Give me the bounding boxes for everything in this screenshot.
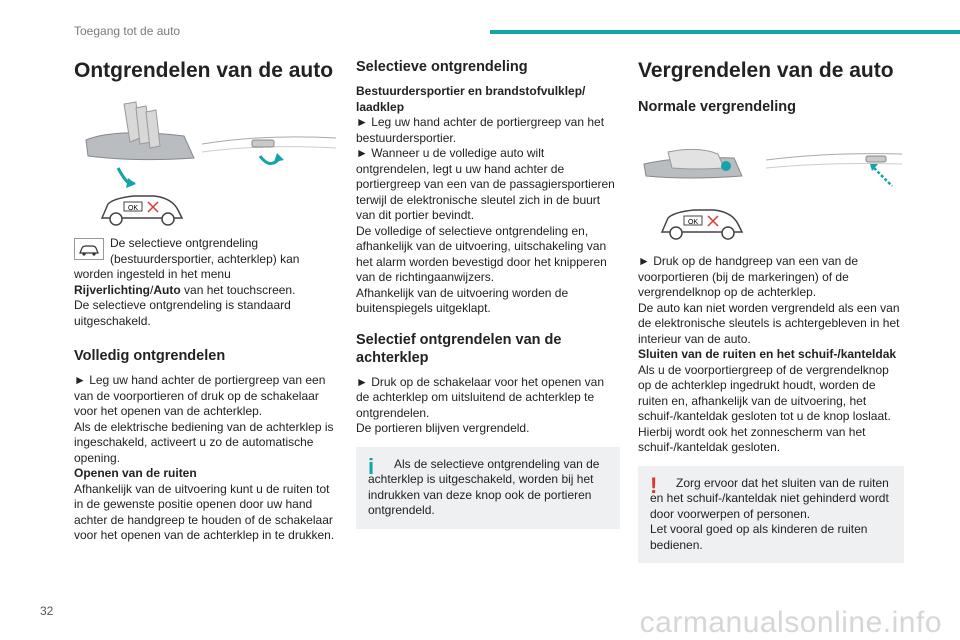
page-number: 32 (40, 604, 54, 618)
subheading-close-windows: Sluiten van de ruiten en het schuif-/kanteldak (638, 347, 897, 361)
car-badge-ok-lock: OK (687, 219, 699, 226)
warning-icon: ! (650, 472, 658, 498)
column-unlock: Ontgrendelen van de auto OK De selectieve ontgrendeling (bestuurdersportier, achterklep) kan worden ingesteld in het menu Rijverlichting/Auto van het touchscreen. De selectieve ontgrendeling is standaard uitgeschakeld. Volledig ontgrendelen ► Leg uw hand achter de portiergreep van een van de voorportieren of druk op de schakelaar voor het openen van de achterklep. Als de elektrische bediening van de achterklep is ingeschakeld, activeert u zo de automatische opening. Openen van de ruiten Afhankelijk van de uitvoering kunt u de ruiten tot in de gewenste positie openen door uw hand achter de handgreep te houden of de schakelaar voor het openen van de achterklep in te drukken. (74, 52, 338, 544)
column-lock: Vergrendelen van de auto Normale vergrendeling OK ► Druk op de handgreep van een van de voorportieren (bij de markeringen) of de vergrendelknop op de achterklep. De auto kan niet worden vergrendeld als een van de elektronische sleutels is achtergebleven in het interieur van de auto. Sluiten van de ruiten en het schuif-/kanteldak Als u de voorportiergreep of de vergrendelknop op de achterklep ingedrukt houdt, worden de ruiten en, afhankelijk van de uitvoering, het schuif-/kanteldak gesloten tot u de knop loslaat. Hierbij wordt ook het zonnescherm van het schuif-/kanteldak gesloten. ! Zorg ervoor dat het sluiten van de ruiten en het schuif-/kanteldak niet gehinderd wordt door voorwerpen of personen. Let vooral goed op als kinderen de ruiten bedienen. (638, 52, 904, 563)
car-badge-ok: OK (127, 205, 139, 212)
header-accent-bar (490, 30, 960, 34)
heading-normal-lock: Normale vergrendeling (638, 99, 796, 115)
info-box: i Als de selectieve ontgrendeling van de achterklep is uitgeschakeld, worden bij het indrukken van deze knop ook de portieren ontgrendeld. (356, 447, 620, 529)
selective-unlock-note: De selectieve ontgrendeling (bestuurdersportier, achterklep) kan worden ingesteld in het menu Rijverlichting/Auto van het touchscreen. De selectieve ontgrendeling is standaard uitgeschakeld. (74, 236, 300, 328)
subheading-windows: Openen van de ruiten (74, 466, 197, 480)
warning-box: ! Zorg ervoor dat het sluiten van de ruiten en het schuif-/kanteldak niet gehinderd wordt door voorwerpen of personen. Let vooral goed op als kinderen de ruiten bedienen. (638, 466, 904, 564)
heading-selective-unlock: Selectieve ontgrendeling (356, 59, 528, 75)
car-icon (74, 238, 104, 260)
section-title-lock: Vergrendelen van de auto (638, 59, 894, 82)
menu-ref-auto: Auto (153, 282, 181, 297)
column-selective: Selectieve ontgrendeling Bestuurdersportier en brandstofvulklep/ laadklep ► Leg uw hand achter de portiergreep van het bestuurdersportier. ► Wanneer u de volledige auto wilt ontgrendelen, legt u uw hand achter de portiergreep van een van de passagiersportieren terwijl de elektronische sleutel zich in de buurt van dit portier bevindt. De volledige of selectieve ontgrendeling en, afhankelijk van de uitvoering, uitschakeling van het alarm worden bevestigd door het knipperen van de richtingaanwijzers. Afhankelijk van de uitvoering worden de buitenspiegels uitgeklapt. Selectief ontgrendelen van de achterklep ► Druk op de schakelaar voor het openen van de achterklep om uitsluitend de achterklep te ontgrendelen. De portieren blijven vergrendeld. i Als de selectieve ontgrendeling van de achterklep is uitgeschakeld, worden bij het indrukken van deze knop ook de portieren ontgrendeld. (356, 52, 620, 529)
section-title-unlock: Ontgrendelen van de auto (74, 59, 334, 82)
heading-rear-unlock: Selectief ontgrendelen van de achterklep (356, 331, 562, 366)
info-icon: i (368, 453, 375, 479)
door-handle-unlock-illustration (74, 98, 338, 228)
heading-full-unlock: Volledig ontgrendelen (74, 348, 226, 364)
menu-ref-rijverlichting: Rijverlichting (74, 282, 151, 297)
running-header: Toegang tot de auto (74, 24, 181, 38)
watermark: carmanualsonline.info (639, 606, 942, 639)
door-handle-lock-illustration (638, 124, 904, 244)
subheading-driver-door: Bestuurdersportier en brandstofvulklep/ laadklep (356, 84, 586, 114)
